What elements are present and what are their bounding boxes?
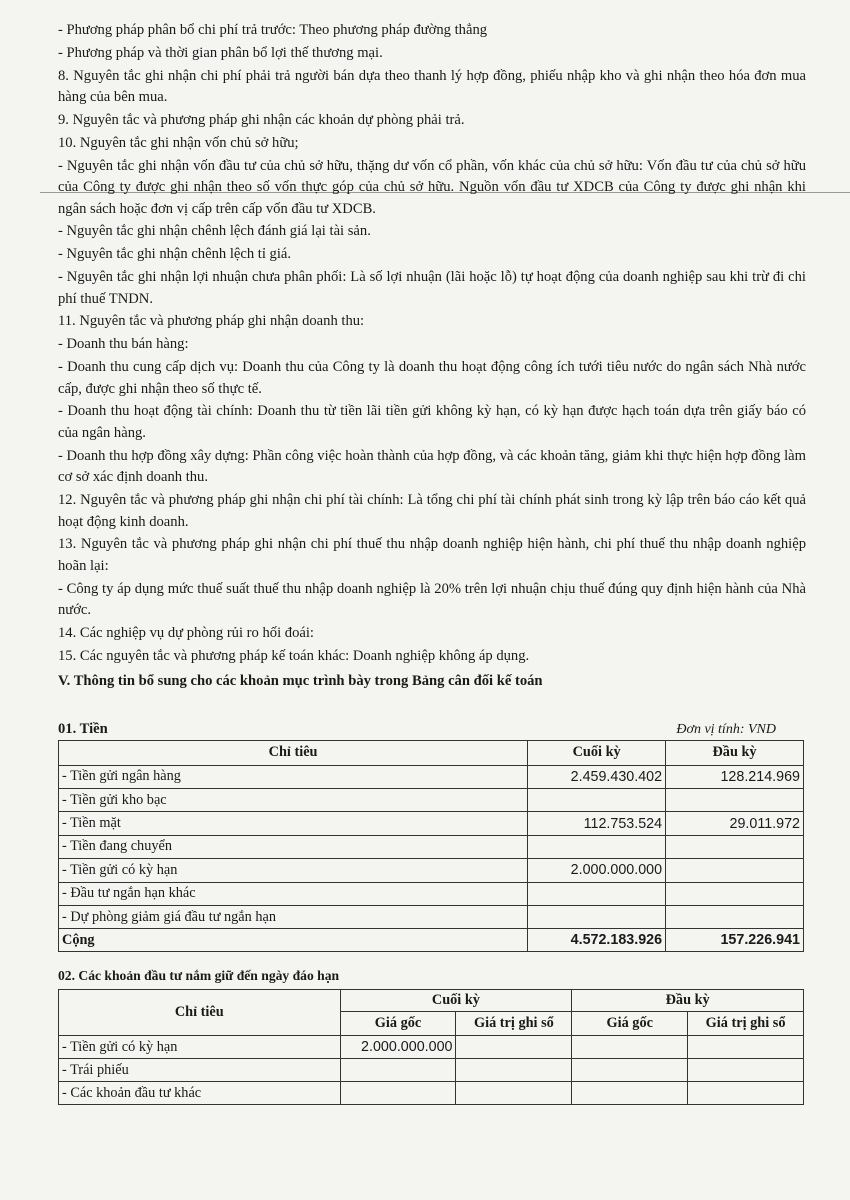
note-paragraph: 8. Nguyên tắc ghi nhận chi phí phải trả người bán dựa theo thanh lý hợp đồng, phiếu nhập kho và ghi nhận theo hóa đơn mua hàng của bên mua. xyxy=(58,67,806,106)
column-header: Giá trị ghi sổ xyxy=(688,1012,804,1036)
row-label: - Tiền gửi có kỳ hạn xyxy=(59,859,528,882)
column-header: Giá trị ghi sổ xyxy=(456,1012,572,1036)
policy-notes xyxy=(58,20,806,668)
note-paragraph: - Công ty áp dụng mức thuế suất thuế thu nhập doanh nghiệp là 20% trên lợi nhuận chịu thuế đúng quy định hiện hành của Nhà nước. xyxy=(58,580,806,619)
row-label: - Các khoản đầu tư khác xyxy=(59,1082,341,1105)
note-paragraph: 14. Các nghiệp vụ dự phòng rủi ro hối đoái: xyxy=(58,625,314,642)
cell-value xyxy=(572,1082,688,1105)
column-header: Chỉ tiêu xyxy=(59,740,528,765)
start-value xyxy=(666,882,804,905)
cell-value xyxy=(572,1059,688,1082)
column-header: Giá gốc xyxy=(572,1012,688,1036)
table-row xyxy=(59,835,804,858)
total-end-value: 4.572.183.926 xyxy=(528,929,666,952)
row-label: - Tiền đang chuyển xyxy=(59,835,528,858)
table-row xyxy=(59,1059,804,1082)
unit-label: Đơn vị tính: VND xyxy=(676,721,776,737)
row-label: - Tiền gửi ngân hàng xyxy=(59,765,528,788)
note-paragraph: 12. Nguyên tắc và phương pháp ghi nhận chi phí tài chính: Là tổng chi phí tài chính phát sinh trong kỳ lập trên báo cáo kết quả hoạt động kinh doanh. xyxy=(58,492,806,530)
note-paragraph: - Nguyên tắc ghi nhận chênh lệch đánh giá lại tài sản. xyxy=(58,223,371,240)
start-value: 128.214.969 xyxy=(666,765,804,788)
note-paragraph: - Phương pháp phân bổ chi phí trả trước: Theo phương pháp đường thẳng xyxy=(58,22,488,38)
table-row xyxy=(59,812,804,835)
note-paragraph: 10. Nguyên tắc ghi nhận vốn chủ sở hữu; xyxy=(58,134,299,151)
end-value xyxy=(528,882,666,905)
start-value: 29.011.972 xyxy=(666,812,804,835)
cash-table-header xyxy=(58,718,806,738)
start-value xyxy=(666,835,804,858)
table-row xyxy=(59,788,804,811)
cell-value xyxy=(340,1082,456,1105)
table-row xyxy=(59,765,804,788)
investment-table-title: 02. Các khoản đầu tư nắm giữ đến ngày đáo hạn xyxy=(58,968,340,984)
cell-value xyxy=(572,1036,688,1059)
section-v-heading: V. Thông tin bổ sung cho các khoản mục trình bày trong Bảng cân đối kế toán xyxy=(58,672,543,689)
note-paragraph: - Nguyên tắc ghi nhận lợi nhuận chưa phân phối: Là số lợi nhuận (lãi hoặc lỗ) tự hoạt động của doanh nghiệp sau khi trừ đi chi phí thuế TNDN. xyxy=(58,269,806,307)
note-paragraph: 11. Nguyên tắc và phương pháp ghi nhận doanh thu: xyxy=(58,313,365,330)
note-paragraph: 13. Nguyên tắc và phương pháp ghi nhận chi phí thuế thu nhập doanh nghiệp hiện hành, chi phí thuế thu nhập doanh nghiệp hoãn lại: xyxy=(58,536,806,575)
column-header: Chỉ tiêu xyxy=(59,990,341,1036)
total-start-value: 157.226.941 xyxy=(666,929,804,952)
note-paragraph: 9. Nguyên tắc và phương pháp ghi nhận các khoản dự phòng phải trả. xyxy=(58,111,465,128)
column-header: Đầu kỳ xyxy=(666,740,804,765)
cell-value xyxy=(688,1082,804,1105)
cell-value xyxy=(456,1036,572,1059)
table-row xyxy=(59,905,804,928)
start-value xyxy=(666,788,804,811)
cash-table-title: 01. Tiền xyxy=(58,720,108,737)
table-row xyxy=(59,859,804,882)
row-label: - Trái phiếu xyxy=(59,1059,341,1082)
note-paragraph: - Doanh thu hợp đồng xây dựng: Phần công việc hoàn thành của hợp đồng, và các khoản tăng, giảm khi thực hiện hợp đồng làm cơ sở xác định doanh thu. xyxy=(58,447,806,486)
note-paragraph: - Phương pháp và thời gian phân bổ lợi thế thương mại. xyxy=(58,44,383,61)
cell-value xyxy=(688,1036,804,1059)
total-row xyxy=(59,929,804,952)
cell-value: 2.000.000.000 xyxy=(340,1036,456,1059)
investment-table xyxy=(58,989,804,1105)
start-value xyxy=(666,905,804,928)
start-value xyxy=(666,859,804,882)
end-value: 2.000.000.000 xyxy=(528,859,666,882)
end-value xyxy=(528,835,666,858)
row-label: - Tiền gửi kho bạc xyxy=(59,788,528,811)
end-value xyxy=(528,788,666,811)
column-header: Giá gốc xyxy=(340,1012,456,1036)
end-value: 112.753.524 xyxy=(528,812,666,835)
group-header: Đầu kỳ xyxy=(572,990,804,1012)
note-paragraph: 15. Các nguyên tắc và phương pháp kế toán khác: Doanh nghiệp không áp dụng. xyxy=(58,648,530,664)
note-paragraph: - Nguyên tắc ghi nhận chênh lệch tỉ giá. xyxy=(58,246,292,263)
cash-table xyxy=(58,740,804,953)
note-paragraph: - Doanh thu cung cấp dịch vụ: Doanh thu của Công ty là doanh thu hoạt động công ích tưới tiêu nước do ngân sách Nhà nước cấp, được ghi nhận theo số thực tế. xyxy=(58,358,806,397)
row-label: - Tiền mặt xyxy=(59,812,528,835)
total-label: Cộng xyxy=(59,929,528,952)
row-label: - Dự phòng giảm giá đầu tư ngắn hạn xyxy=(59,905,528,928)
table-row xyxy=(59,882,804,905)
cell-value xyxy=(688,1059,804,1082)
document-page xyxy=(58,20,806,1105)
group-header: Cuối kỳ xyxy=(340,990,572,1012)
note-paragraph: - Doanh thu hoạt động tài chính: Doanh thu từ tiền lãi tiền gửi không kỳ hạn, có kỳ hạn được hạch toán dựa trên giấy báo có của ngân hàng. xyxy=(58,403,806,441)
column-header: Cuối kỳ xyxy=(528,740,666,765)
cell-value xyxy=(456,1082,572,1105)
note-paragraph: - Doanh thu bán hàng: xyxy=(58,336,189,353)
table-header-row xyxy=(59,740,804,765)
end-value: 2.459.430.402 xyxy=(528,765,666,788)
cell-value xyxy=(456,1059,572,1082)
table-header-row xyxy=(59,990,804,1012)
end-value xyxy=(528,905,666,928)
table-row xyxy=(59,1082,804,1105)
row-label: - Đầu tư ngắn hạn khác xyxy=(59,882,528,905)
note-paragraph: - Nguyên tắc ghi nhận vốn đầu tư của chủ sở hữu, thặng dư vốn cổ phần, vốn khác của chủ sở hữu: Vốn đầu tư của chủ sở hữu của Công ty được ghi nhận theo số vốn thực góp của chủ sở hữu. Nguồn vốn đầu tư XDCB của Công ty được ghi nhận khi ngân sách hoặc đơn vị cấp trên cấp vốn đầu tư XDCB. xyxy=(58,157,806,217)
cell-value xyxy=(340,1059,456,1082)
row-label: - Tiền gửi có kỳ hạn xyxy=(59,1036,341,1059)
table-row xyxy=(59,1036,804,1059)
